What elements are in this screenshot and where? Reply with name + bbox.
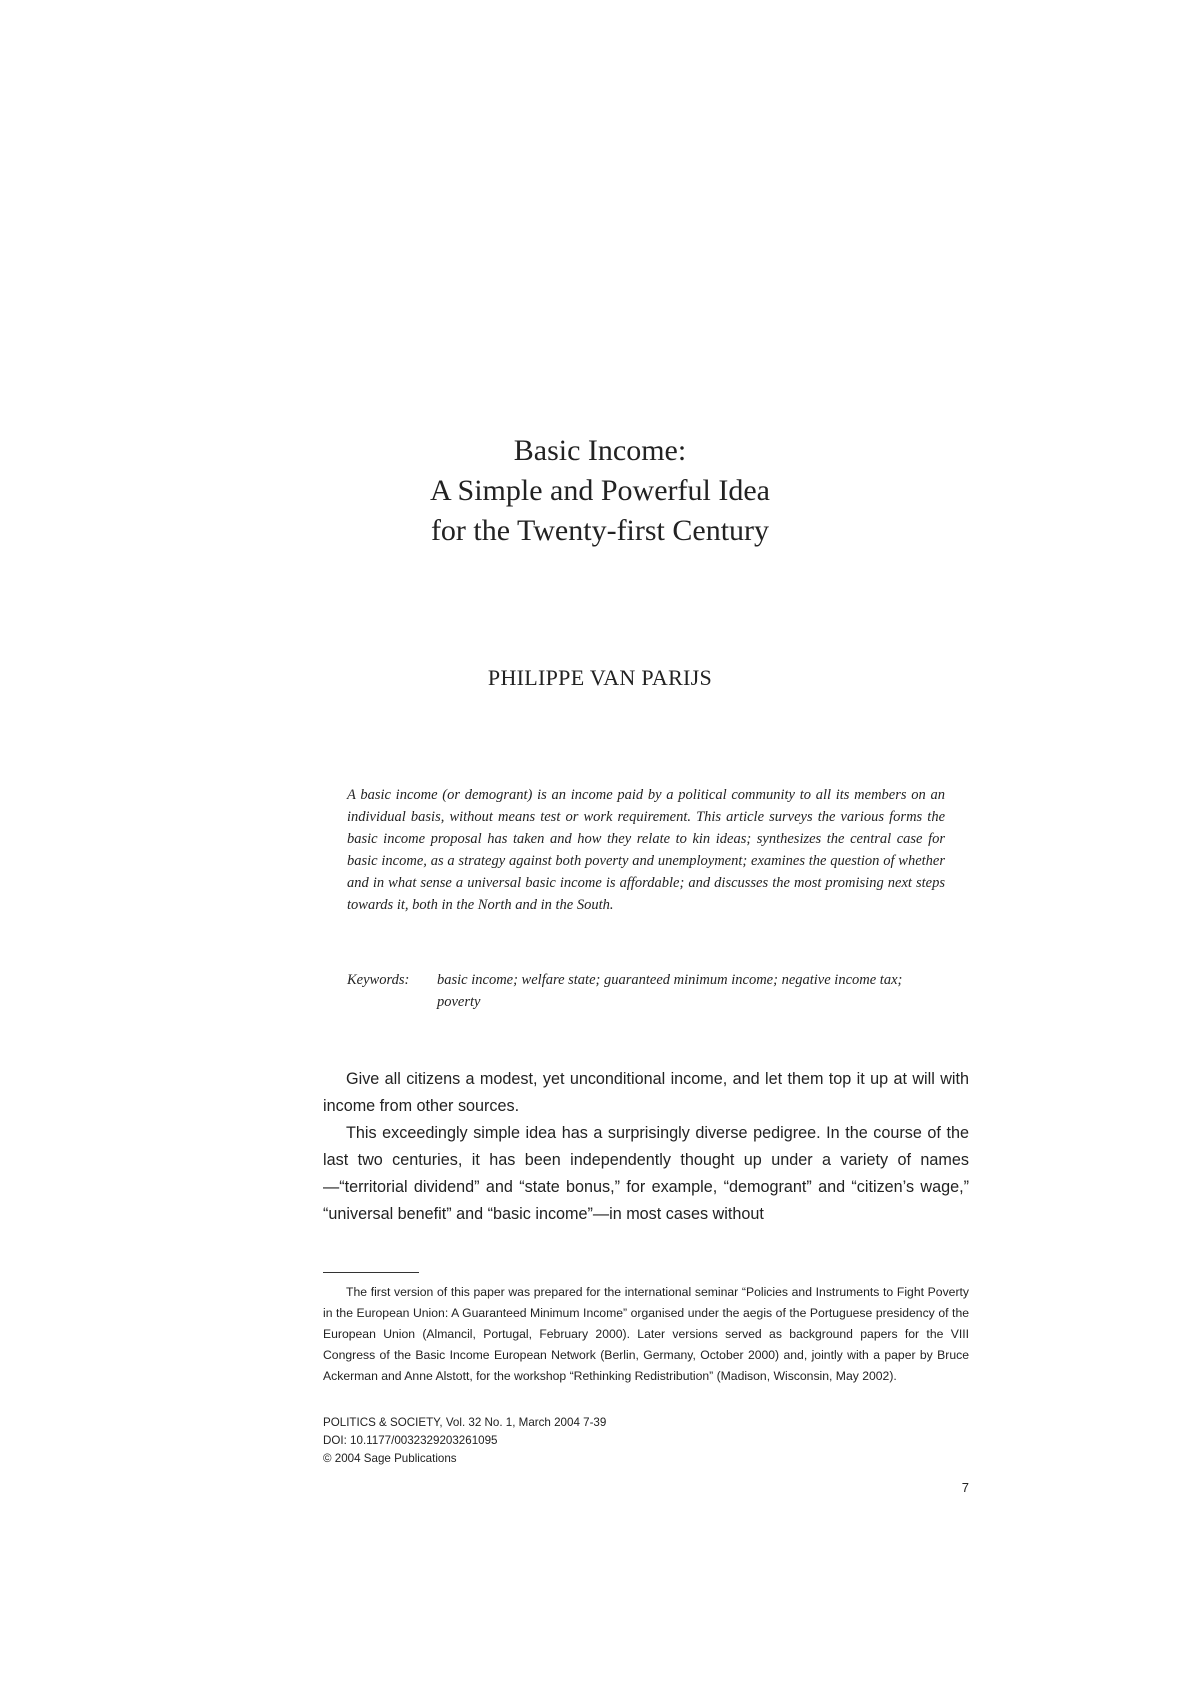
footnote-divider bbox=[323, 1272, 419, 1273]
doi: DOI: 10.1177/0032329203261095 bbox=[323, 1434, 498, 1447]
article-title bbox=[0, 431, 1200, 551]
keywords-label: Keywords: bbox=[347, 972, 410, 988]
author-name: PHILIPPE VAN PARIJS bbox=[487, 665, 713, 690]
footnote: The first version of this paper was prepared for the international seminar “Policies and Instruments to Fight Poverty in the European Union: A Guaranteed Minimum Income” organised under the aegis of the Portuguese presidency of the European Union (Almancil, Portugal, February 2000). Later versions served as background papers for the VIII Congress of the Basic Income European Network (Berlin, Germany, October 2000) and, jointly with a paper by Bruce Ackerman and Anne Alstott, for the workshop “Rethinking Redistribution” (Madison, Wisconsin, May 2002). bbox=[323, 1285, 969, 1383]
keywords-text: basic income; welfare state; guaranteed minimum income; negative income tax; poverty bbox=[437, 972, 903, 1010]
abstract: A basic income (or demogrant) is an income paid by a political community to all its members on an individual basis, without means test or work requirement. This article surveys the various forms the basic income proposal has taken and how they relate to kin ideas; synthesizes the central case for basic income, as a strategy against both poverty and unemployment; examines the question of whether and in what sense a universal basic income is affordable; and discusses the most promising next steps towards it, both in the North and in the South. bbox=[347, 787, 945, 913]
journal-citation: POLITICS & SOCIETY, Vol. 32 No. 1, March 2004 7-39 bbox=[323, 1416, 607, 1429]
copyright: © 2004 Sage Publications bbox=[323, 1452, 457, 1465]
body-paragraph-2: This exceedingly simple idea has a surprisingly diverse pedigree. In the course of the last two centuries, it has been independently thought up under a variety of names—“territorial dividend” and “state bonus,” for example, “demogrant” and “citizen’s wage,” “universal benefit” and “basic income”—in most cases without bbox=[323, 1124, 969, 1223]
body-text bbox=[323, 1066, 969, 1228]
title-line-3: for the Twenty-first Century bbox=[430, 514, 770, 547]
publication-info bbox=[323, 1414, 823, 1468]
body-paragraph-1: Give all citizens a modest, yet unconditional income, and let them top it up at will with income from other sources. bbox=[323, 1070, 969, 1115]
title-line-2: A Simple and Powerful Idea bbox=[430, 474, 770, 507]
title-line-1: Basic Income: bbox=[513, 434, 687, 467]
keywords bbox=[347, 969, 945, 1013]
page-number: 7 bbox=[961, 1480, 969, 1495]
